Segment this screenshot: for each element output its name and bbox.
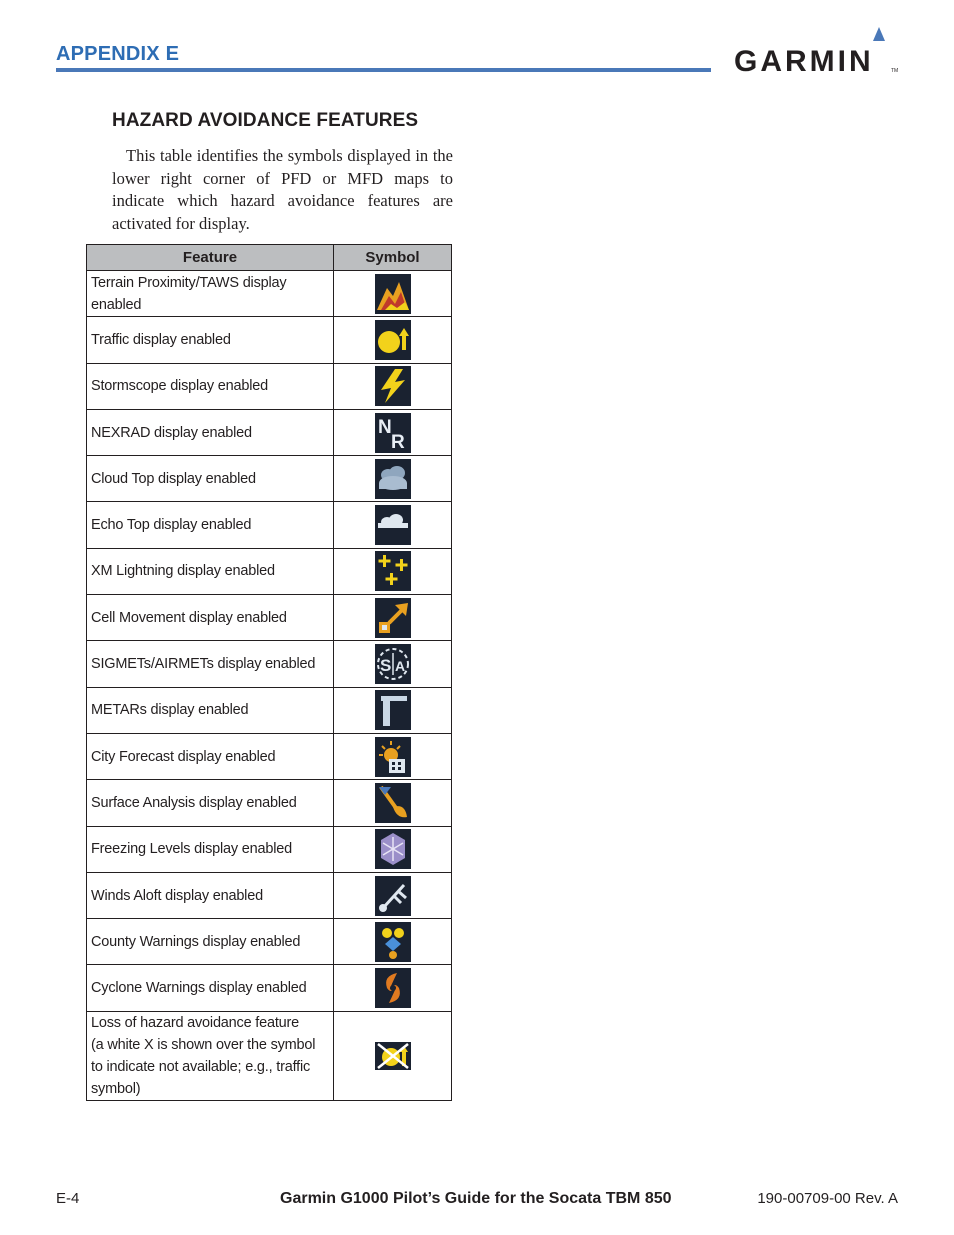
footer-title: Garmin G1000 Pilot’s Guide for the Socata TBM 850 xyxy=(280,1190,672,1207)
symbol-cell xyxy=(334,409,452,455)
document-number: 190-00709-00 Rev. A xyxy=(757,1190,898,1207)
feature-cell: SIGMETs/AIRMETs display enabled xyxy=(87,641,334,687)
table-row xyxy=(87,363,452,409)
table-row xyxy=(87,1011,452,1100)
symbol-cell xyxy=(334,687,452,733)
table-row xyxy=(87,872,452,918)
nexrad-icon xyxy=(375,413,411,453)
intro-paragraph: This table identifies the symbols displayed in the lower right corner of PFD or MFD maps to indicate which hazard avoidance features are activated for display. xyxy=(112,146,453,233)
table-row xyxy=(87,317,452,363)
garmin-logo xyxy=(733,24,899,76)
symbol-cell xyxy=(334,456,452,502)
table-row xyxy=(87,641,452,687)
feature-cell: Echo Top display enabled xyxy=(87,502,334,548)
page-number: E-4 xyxy=(56,1190,80,1207)
cyclone-warnings-icon xyxy=(375,968,411,1008)
traffic-icon xyxy=(375,320,411,360)
feature-cell: Loss of hazard avoidance feature (a white X is shown over the symbol to indicate not available; e.g., traffic symbol) xyxy=(87,1011,334,1100)
feature-cell: Stormscope display enabled xyxy=(87,363,334,409)
appendix-heading: APPENDIX E xyxy=(56,43,180,65)
symbol-cell xyxy=(334,826,452,872)
feature-cell: Cell Movement display enabled xyxy=(87,595,334,641)
table-row xyxy=(87,271,452,317)
symbol-cell xyxy=(334,271,452,317)
column-header-symbol: Symbol xyxy=(334,245,452,271)
cloud-top-icon xyxy=(375,459,411,499)
cell-movement-icon xyxy=(375,598,411,638)
section-title: HAZARD AVOIDANCE FEATURES xyxy=(112,110,419,131)
stormscope-icon xyxy=(375,366,411,406)
nexrad-letter-n: N xyxy=(377,416,392,438)
table-row xyxy=(87,733,452,779)
xm-lightning-icon xyxy=(375,551,411,591)
feature-cell: Cloud Top display enabled xyxy=(87,456,334,502)
airmet-letter-a: A xyxy=(394,658,405,675)
nexrad-letter-r: R xyxy=(390,431,405,453)
sigmet-airmet-icon xyxy=(375,644,411,684)
metar-icon xyxy=(375,690,411,730)
symbol-cell xyxy=(334,872,452,918)
symbol-cell xyxy=(334,641,452,687)
feature-cell: NEXRAD display enabled xyxy=(87,409,334,455)
table-row xyxy=(87,826,452,872)
surface-analysis-icon xyxy=(375,783,411,823)
table-row xyxy=(87,456,452,502)
table-row xyxy=(87,595,452,641)
echo-top-icon xyxy=(375,505,411,545)
traffic-unavailable-icon xyxy=(375,1036,411,1076)
feature-cell: Winds Aloft display enabled xyxy=(87,872,334,918)
county-warnings-icon xyxy=(375,922,411,962)
table-row xyxy=(87,502,452,548)
table-row xyxy=(87,780,452,826)
hazard-features-table xyxy=(86,244,452,1101)
symbol-cell xyxy=(334,363,452,409)
winds-aloft-icon xyxy=(375,876,411,916)
feature-cell: Surface Analysis display enabled xyxy=(87,780,334,826)
column-header-feature: Feature xyxy=(87,245,334,271)
symbol-cell xyxy=(334,548,452,594)
table-row xyxy=(87,687,452,733)
terrain-icon xyxy=(375,274,411,314)
table-row xyxy=(87,965,452,1011)
table-row xyxy=(87,548,452,594)
garmin-wordmark: GARMIN xyxy=(734,45,874,76)
feature-cell: Cyclone Warnings display enabled xyxy=(87,965,334,1011)
symbol-cell xyxy=(334,733,452,779)
trademark-mark: TM xyxy=(891,68,899,74)
feature-cell: County Warnings display enabled xyxy=(87,919,334,965)
symbol-cell xyxy=(334,1011,452,1100)
city-forecast-icon xyxy=(375,737,411,777)
feature-cell: XM Lightning display enabled xyxy=(87,548,334,594)
feature-cell: Terrain Proximity/TAWS display enabled xyxy=(87,271,334,317)
header-rule xyxy=(56,68,711,72)
table-row xyxy=(87,919,452,965)
feature-cell: METARs display enabled xyxy=(87,687,334,733)
symbol-cell xyxy=(334,780,452,826)
freezing-levels-icon xyxy=(375,829,411,869)
symbol-cell xyxy=(334,317,452,363)
feature-cell: City Forecast display enabled xyxy=(87,733,334,779)
symbol-cell xyxy=(334,919,452,965)
sigmet-letter-s: S xyxy=(379,656,391,676)
feature-cell: Freezing Levels display enabled xyxy=(87,826,334,872)
symbol-cell xyxy=(334,595,452,641)
symbol-cell xyxy=(334,965,452,1011)
table-row xyxy=(87,409,452,455)
symbol-cell xyxy=(334,502,452,548)
feature-cell: Traffic display enabled xyxy=(87,317,334,363)
